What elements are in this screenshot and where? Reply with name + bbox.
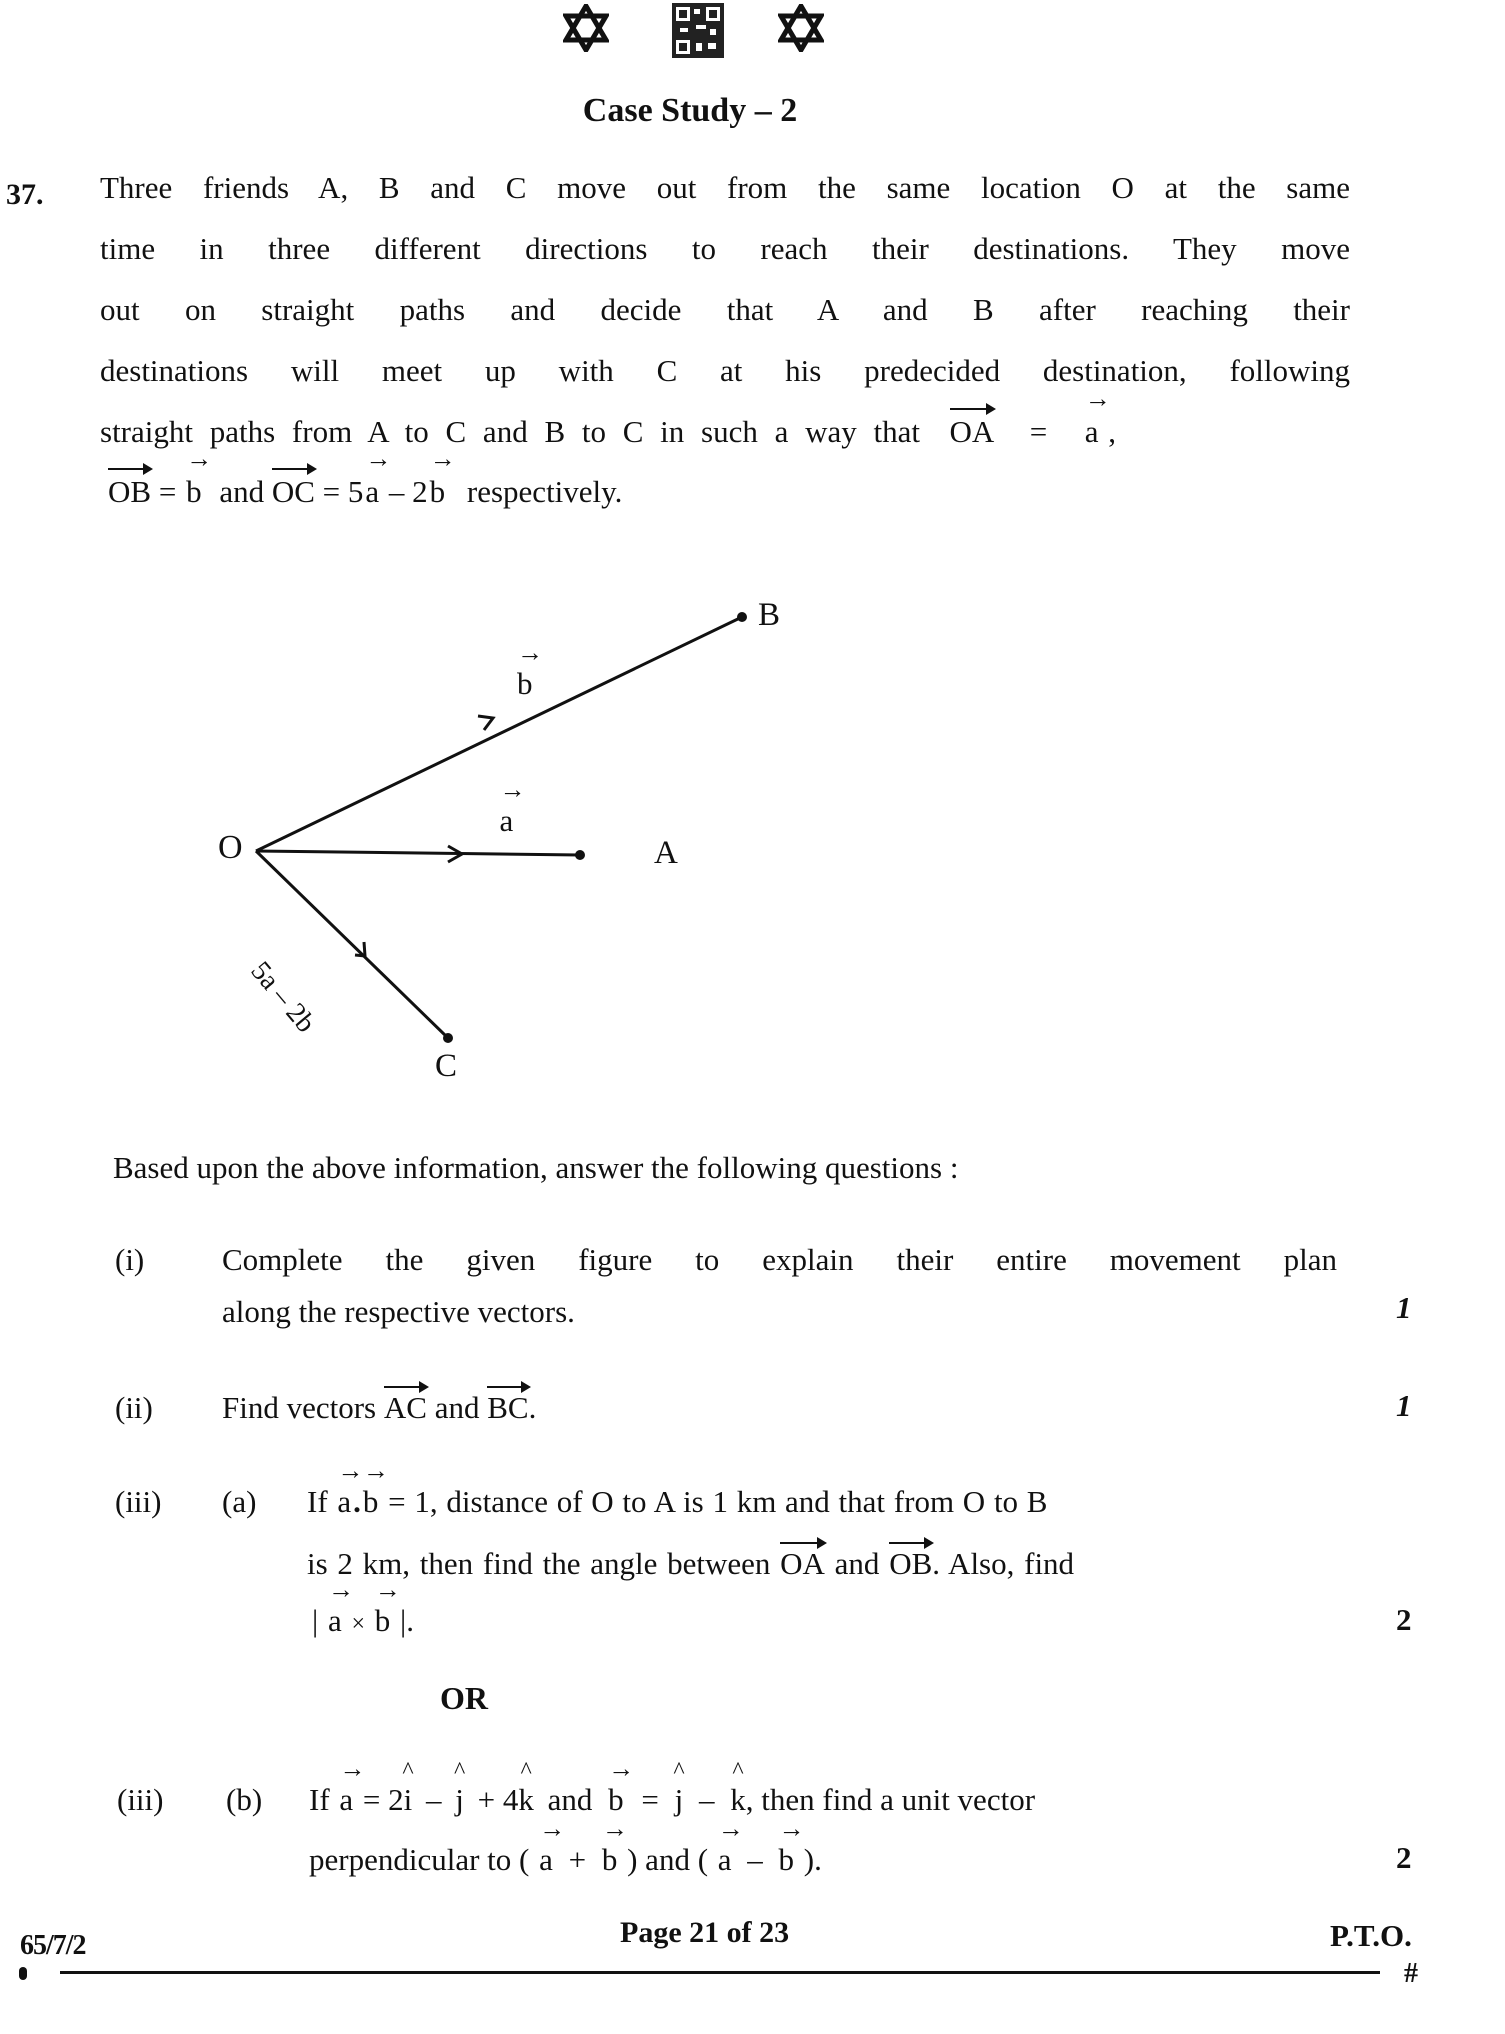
paragraph-line-5: [100, 412, 1350, 452]
part-i-marks: 1: [1396, 1290, 1412, 1325]
part-iii-a-line-3: [312, 1603, 414, 1639]
header-right-star-icon: [778, 4, 824, 52]
vector-OB: OB: [108, 472, 151, 512]
also-find-text: . Also, find: [932, 1546, 1075, 1581]
part-iii-a-sub: (a): [222, 1484, 257, 1519]
plus: +: [568, 1842, 587, 1877]
perpendicular-text: perpendicular to (: [309, 1842, 530, 1877]
respectively-word: respectively.: [466, 474, 623, 509]
page-number: Page 21 of 23: [620, 1916, 790, 1949]
find-vectors-text: Find vectors: [222, 1390, 377, 1425]
vector-a: → a: [716, 1842, 734, 1878]
vector-AC: AC: [383, 1390, 427, 1425]
question-number: 37.: [6, 178, 44, 211]
vector-OB: OB: [889, 1546, 933, 1581]
vector-a: → a: [337, 1782, 355, 1818]
vector-OA: OA: [780, 1546, 825, 1581]
part-iii-a-line-1: [307, 1484, 1047, 1520]
plus-four: + 4: [477, 1782, 519, 1817]
vector-OC: OC: [272, 472, 315, 512]
unit-j: ^ j: [455, 1782, 464, 1818]
vector-b: → b: [606, 1782, 626, 1818]
minus-two: – 2: [388, 474, 428, 509]
paragraph-line-1: Three friends A, B and C move out from the same location O at the same: [100, 170, 1350, 205]
equals: =: [158, 474, 177, 509]
part-iii-b-sub: (b): [226, 1782, 263, 1817]
point-label-A: A: [654, 835, 678, 871]
part-i-line-1: Complete the given figure to explain their entire movement plan: [222, 1242, 1337, 1277]
part-iii-a-line-2: [307, 1546, 1074, 1582]
part-iii-a-marks: 2: [1396, 1602, 1412, 1637]
header-left-star-icon: [563, 4, 609, 52]
cross-operator: ×: [351, 1611, 366, 1637]
paragraph-line-2: time in three different directions to reach their destinations. They move: [100, 231, 1350, 266]
part-iii-b-line-2: [309, 1842, 822, 1878]
qr-code-icon: [672, 3, 724, 58]
comma: ,: [1108, 414, 1117, 449]
iii-a-line2-text: is 2 km, then find the angle between: [307, 1546, 771, 1581]
part-i-line-2: along the respective vectors.: [222, 1294, 575, 1329]
minus: –: [747, 1842, 763, 1877]
paragraph-line-6: [108, 472, 622, 512]
unit-k: ^ k: [518, 1782, 534, 1818]
vector-b: → b: [373, 1603, 393, 1639]
vector-a: → a: [1083, 412, 1101, 452]
iii-a-line1-text: = 1, distance of O to A is 1 km and that from O to B: [388, 1484, 1048, 1519]
footer-divider: [60, 1971, 1380, 1974]
vector-a: → a: [363, 472, 381, 512]
equals-two: = 2: [362, 1782, 404, 1817]
vector-b: → b: [777, 1842, 797, 1878]
and-word: and: [547, 1782, 593, 1817]
part-iii-b-number: (iii): [117, 1782, 164, 1817]
part-i-number: (i): [115, 1242, 145, 1277]
part-ii-number: (ii): [115, 1390, 153, 1425]
part-iii-a-number: (iii): [115, 1484, 162, 1519]
vector-b: → b: [600, 1842, 620, 1878]
and-word: and: [834, 1546, 880, 1581]
section-title: Case Study – 2: [582, 92, 798, 129]
vector-label-b: → b: [515, 666, 535, 702]
part-iii-b-marks: 2: [1396, 1840, 1412, 1875]
if-word: If: [307, 1484, 328, 1519]
close-paren: ).: [803, 1842, 822, 1877]
vector-label-OC: 5a – 2b: [244, 955, 322, 1039]
vector-b: → b: [428, 472, 448, 512]
minus: –: [426, 1782, 442, 1817]
point-label-O: O: [218, 829, 243, 866]
unit-j: ^ j: [675, 1782, 684, 1818]
footer-hash: #: [1404, 1958, 1418, 1989]
instructions: Based upon the above information, answer the following questions :: [113, 1150, 959, 1185]
unit-i: ^ i: [404, 1782, 413, 1818]
vector-b: → b: [184, 472, 204, 512]
equals: =: [1029, 414, 1048, 449]
vector-label-a: → a: [498, 803, 516, 839]
vector-b: → b: [361, 1484, 381, 1520]
if-word: If: [309, 1782, 330, 1817]
and-word: and: [219, 474, 265, 509]
line5-text: straight paths from A to C and B to C in such a way that: [100, 414, 920, 449]
point-label-B: B: [758, 597, 781, 633]
and-word: and: [434, 1390, 480, 1425]
paper-code: 65/7/2: [20, 1930, 86, 1961]
unit-k: ^ k: [730, 1782, 746, 1818]
part-ii-text: [222, 1390, 536, 1426]
minus: –: [699, 1782, 715, 1817]
dot-operator: .: [353, 1484, 361, 1519]
vector-a: → a: [326, 1603, 344, 1639]
vector-a: → a: [335, 1484, 353, 1520]
and-paren-text: ) and (: [627, 1842, 709, 1877]
iii-b-line1-text: , then find a unit vector: [745, 1782, 1036, 1817]
equals-five: = 5: [322, 474, 364, 509]
vector-OA: OA: [950, 412, 995, 452]
vector-BC: BC: [487, 1390, 529, 1425]
paragraph-line-4: destinations will meet up with C at his predecided destination, following: [100, 353, 1350, 388]
abs-open: |: [312, 1603, 319, 1638]
paragraph-line-3: out on straight paths and decide that A and B after reaching their: [100, 292, 1350, 327]
vector-a: → a: [537, 1842, 555, 1878]
part-iii-b-line-1: [309, 1782, 1035, 1818]
abs-close: |.: [400, 1603, 414, 1638]
footer-dot-icon: [19, 1967, 27, 1980]
pto-label: P.T.O.: [1330, 1918, 1412, 1953]
or-separator: OR: [440, 1680, 488, 1716]
point-label-C: C: [435, 1048, 458, 1084]
part-ii-marks: 1: [1396, 1388, 1412, 1423]
period: .: [528, 1390, 537, 1425]
equals: =: [641, 1782, 659, 1817]
